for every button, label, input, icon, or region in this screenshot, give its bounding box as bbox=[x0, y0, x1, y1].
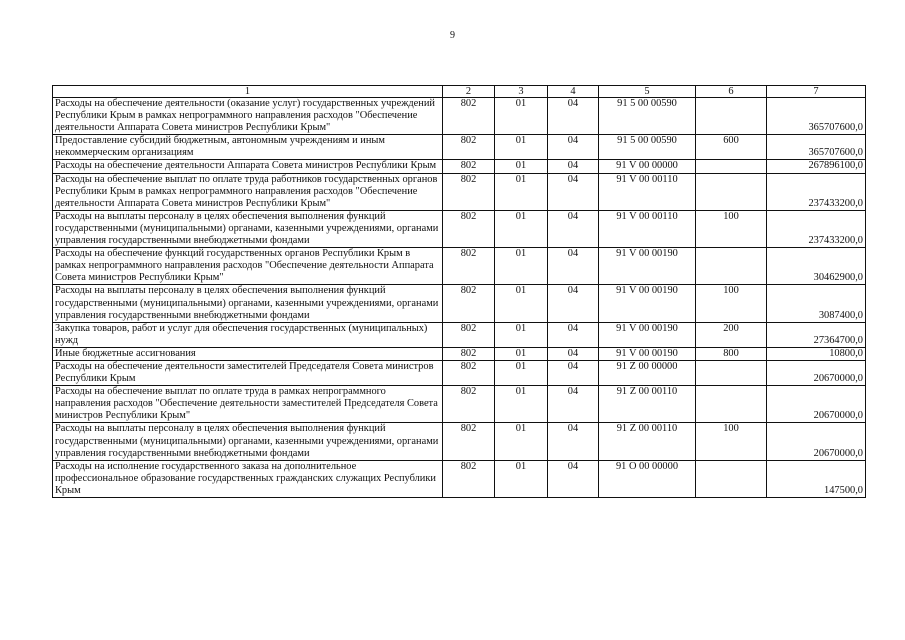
table-row bbox=[53, 460, 866, 497]
amount: 237433200,0 bbox=[767, 173, 866, 210]
expense-type-code bbox=[696, 386, 767, 423]
table-row bbox=[53, 347, 866, 360]
ministry-code: 802 bbox=[443, 173, 495, 210]
target-article-code: 91 O 00 00000 bbox=[599, 460, 696, 497]
row-description: Предоставление субсидий бюджетным, автономным учреждениям и иным некоммерческим организациям bbox=[53, 135, 443, 160]
section-code: 01 bbox=[495, 248, 548, 285]
amount: 30462900,0 bbox=[767, 248, 866, 285]
row-description: Расходы на обеспечение функций государственных органов Республики Крым в рамках непрограммного направления расходов "Обеспечение деятельности Аппарата Совета министров Республики Крым" bbox=[53, 248, 443, 285]
ministry-code: 802 bbox=[443, 160, 495, 173]
section-code: 01 bbox=[495, 347, 548, 360]
row-description: Расходы на обеспечение деятельности заместителей Председателя Совета министров Республики Крым bbox=[53, 360, 443, 385]
section-code: 01 bbox=[495, 285, 548, 322]
target-article-code: 91 5 00 00590 bbox=[599, 98, 696, 135]
target-article-code: 91 V 00 00190 bbox=[599, 347, 696, 360]
amount: 147500,0 bbox=[767, 460, 866, 497]
expense-type-code: 100 bbox=[696, 423, 767, 460]
expense-type-code: 100 bbox=[696, 285, 767, 322]
section-code: 01 bbox=[495, 160, 548, 173]
expense-type-code bbox=[696, 248, 767, 285]
amount: 237433200,0 bbox=[767, 210, 866, 247]
section-code: 01 bbox=[495, 322, 548, 347]
header-cell: 5 bbox=[599, 86, 696, 98]
section-code: 01 bbox=[495, 360, 548, 385]
section-code: 01 bbox=[495, 460, 548, 497]
target-article-code: 91 V 00 00000 bbox=[599, 160, 696, 173]
amount: 3087400,0 bbox=[767, 285, 866, 322]
expense-type-code bbox=[696, 360, 767, 385]
subsection-code: 04 bbox=[548, 347, 599, 360]
amount: 10800,0 bbox=[767, 347, 866, 360]
ministry-code: 802 bbox=[443, 386, 495, 423]
ministry-code: 802 bbox=[443, 248, 495, 285]
amount: 267896100,0 bbox=[767, 160, 866, 173]
amount: 20670000,0 bbox=[767, 360, 866, 385]
section-code: 01 bbox=[495, 423, 548, 460]
target-article-code: 91 5 00 00590 bbox=[599, 135, 696, 160]
amount: 20670000,0 bbox=[767, 423, 866, 460]
subsection-code: 04 bbox=[548, 135, 599, 160]
subsection-code: 04 bbox=[548, 248, 599, 285]
section-code: 01 bbox=[495, 210, 548, 247]
target-article-code: 91 V 00 00190 bbox=[599, 322, 696, 347]
subsection-code: 04 bbox=[548, 98, 599, 135]
ministry-code: 802 bbox=[443, 135, 495, 160]
page-number: 9 bbox=[450, 30, 455, 41]
expense-type-code bbox=[696, 98, 767, 135]
header-cell: 2 bbox=[443, 86, 495, 98]
ministry-code: 802 bbox=[443, 347, 495, 360]
target-article-code: 91 V 00 00110 bbox=[599, 210, 696, 247]
subsection-code: 04 bbox=[548, 423, 599, 460]
row-description: Расходы на обеспечение деятельности (оказание услуг) государственных учреждений Республики Крым в рамках непрограммного направления расходов "Обеспечение деятельности Аппарата Совета министров Республики Крым" bbox=[53, 98, 443, 135]
header-cell: 1 bbox=[53, 86, 443, 98]
table-row bbox=[53, 423, 866, 460]
target-article-code: 91 Z 00 00110 bbox=[599, 386, 696, 423]
expense-type-code: 200 bbox=[696, 322, 767, 347]
expense-type-code: 600 bbox=[696, 135, 767, 160]
ministry-code: 802 bbox=[443, 98, 495, 135]
target-article-code: 91 Z 00 00000 bbox=[599, 360, 696, 385]
section-code: 01 bbox=[495, 98, 548, 135]
header-cell: 6 bbox=[696, 86, 767, 98]
row-description: Расходы на обеспечение выплат по оплате труда в рамках непрограммного направления расходов "Обеспечение деятельности заместителей Председателя Совета министров Республики Крым" bbox=[53, 386, 443, 423]
ministry-code: 802 bbox=[443, 460, 495, 497]
ministry-code: 802 bbox=[443, 285, 495, 322]
subsection-code: 04 bbox=[548, 210, 599, 247]
subsection-code: 04 bbox=[548, 386, 599, 423]
expense-type-code bbox=[696, 173, 767, 210]
subsection-code: 04 bbox=[548, 460, 599, 497]
section-code: 01 bbox=[495, 173, 548, 210]
table-row bbox=[53, 360, 866, 385]
amount: 365707600,0 bbox=[767, 98, 866, 135]
target-article-code: 91 V 00 00190 bbox=[599, 248, 696, 285]
row-description: Закупка товаров, работ и услуг для обеспечения государственных (муниципальных) нужд bbox=[53, 322, 443, 347]
amount: 27364700,0 bbox=[767, 322, 866, 347]
header-cell: 3 bbox=[495, 86, 548, 98]
table-row bbox=[53, 386, 866, 423]
row-description: Иные бюджетные ассигнования bbox=[53, 347, 443, 360]
subsection-code: 04 bbox=[548, 173, 599, 210]
subsection-code: 04 bbox=[548, 285, 599, 322]
header-row bbox=[53, 86, 866, 98]
row-description: Расходы на обеспечение деятельности Аппарата Совета министров Республики Крым bbox=[53, 160, 443, 173]
target-article-code: 91 V 00 00110 bbox=[599, 173, 696, 210]
row-description: Расходы на выплаты персоналу в целях обеспечения выполнения функций государственными (муниципальными) органами, казенными учреждениями, органами управления государственными внебюджетными фондами bbox=[53, 285, 443, 322]
expense-type-code: 100 bbox=[696, 210, 767, 247]
subsection-code: 04 bbox=[548, 360, 599, 385]
table-row bbox=[53, 322, 866, 347]
header-cell: 4 bbox=[548, 86, 599, 98]
subsection-code: 04 bbox=[548, 322, 599, 347]
amount: 365707600,0 bbox=[767, 135, 866, 160]
ministry-code: 802 bbox=[443, 360, 495, 385]
ministry-code: 802 bbox=[443, 322, 495, 347]
subsection-code: 04 bbox=[548, 160, 599, 173]
budget-table bbox=[52, 85, 866, 498]
expense-type-code bbox=[696, 160, 767, 173]
header-cell: 7 bbox=[767, 86, 866, 98]
table-body bbox=[53, 98, 866, 498]
table-row bbox=[53, 98, 866, 135]
target-article-code: 91 Z 00 00110 bbox=[599, 423, 696, 460]
table-row bbox=[53, 210, 866, 247]
section-code: 01 bbox=[495, 386, 548, 423]
section-code: 01 bbox=[495, 135, 548, 160]
table-row bbox=[53, 160, 866, 173]
table-row bbox=[53, 173, 866, 210]
row-description: Расходы на исполнение государственного заказа на дополнительное профессиональное образование государственных гражданских служащих Республики Крым bbox=[53, 460, 443, 497]
table-row bbox=[53, 285, 866, 322]
target-article-code: 91 V 00 00190 bbox=[599, 285, 696, 322]
ministry-code: 802 bbox=[443, 423, 495, 460]
amount: 20670000,0 bbox=[767, 386, 866, 423]
expense-type-code: 800 bbox=[696, 347, 767, 360]
row-description: Расходы на выплаты персоналу в целях обеспечения выполнения функций государственными (муниципальными) органами, казенными учреждениями, органами управления государственными внебюджетными фондами bbox=[53, 210, 443, 247]
ministry-code: 802 bbox=[443, 210, 495, 247]
row-description: Расходы на обеспечение выплат по оплате труда работников государственных органов Республики Крым в рамках непрограммного направления расходов "Обеспечение деятельности Аппарата Совета министров Республики Крым" bbox=[53, 173, 443, 210]
expense-type-code bbox=[696, 460, 767, 497]
table-row bbox=[53, 135, 866, 160]
table-row bbox=[53, 248, 866, 285]
row-description: Расходы на выплаты персоналу в целях обеспечения выполнения функций государственными (муниципальными) органами, казенными учреждениями, органами управления государственными внебюджетными фондами bbox=[53, 423, 443, 460]
